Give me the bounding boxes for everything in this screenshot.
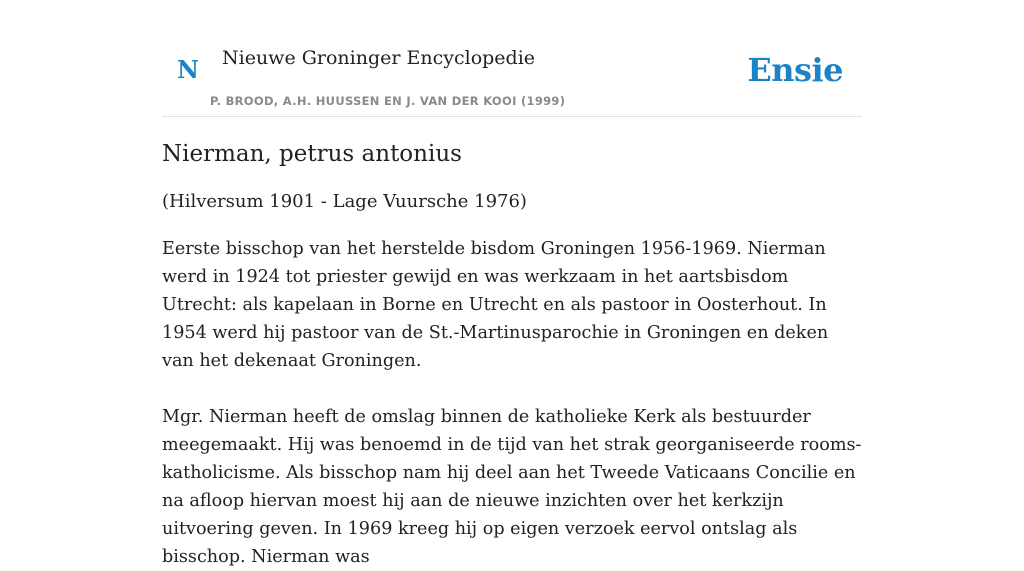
- book-title-link[interactable]: Nieuwe Groninger Encyclopedie: [222, 47, 536, 69]
- entry-paragraph: Eerste bisschop van het herstelde bisdom Groningen 1956-1969. Nierman werd in 1924 tot priester gewijd en was werkzaam in het aartsbisdom Utrecht: als kapelaan in Borne en Utrecht en als pastoor in Oosterhout. In 1954 werd hij pastoor van de St.-Martinusparochie in Groningen en deken van het dekenaat Groningen.: [162, 239, 829, 371]
- book-header: [162, 0, 862, 117]
- entry-article: [162, 136, 862, 571]
- entry-subtitle: (Hilversum 1901 - Lage Vuursche 1976): [162, 191, 527, 212]
- ensie-logo-link[interactable]: Ensie: [747, 51, 843, 89]
- book-authors: P. BROOD, A.H. HUUSSEN EN J. VAN DER KOOI (1999): [210, 94, 566, 108]
- entry-paragraph: Mgr. Nierman heeft de omslag binnen de katholieke Kerk als bestuurder meegemaakt. Hij was benoemd in de tijd van het strak georganiseerde rooms-katholicisme. Als bisschop nam hij deel aan het Tweede Vaticaans Concilie en na afloop hiervan moest hij aan de nieuwe inzichten over het kerkzijn uitvoering geven. In 1969 kreeg hij op eigen verzoek eervol ontslag als bisschop. Nierman was: [162, 407, 862, 567]
- entry-title: Nierman, petrus antonius: [162, 141, 462, 167]
- book-letter-icon[interactable]: N: [177, 55, 199, 84]
